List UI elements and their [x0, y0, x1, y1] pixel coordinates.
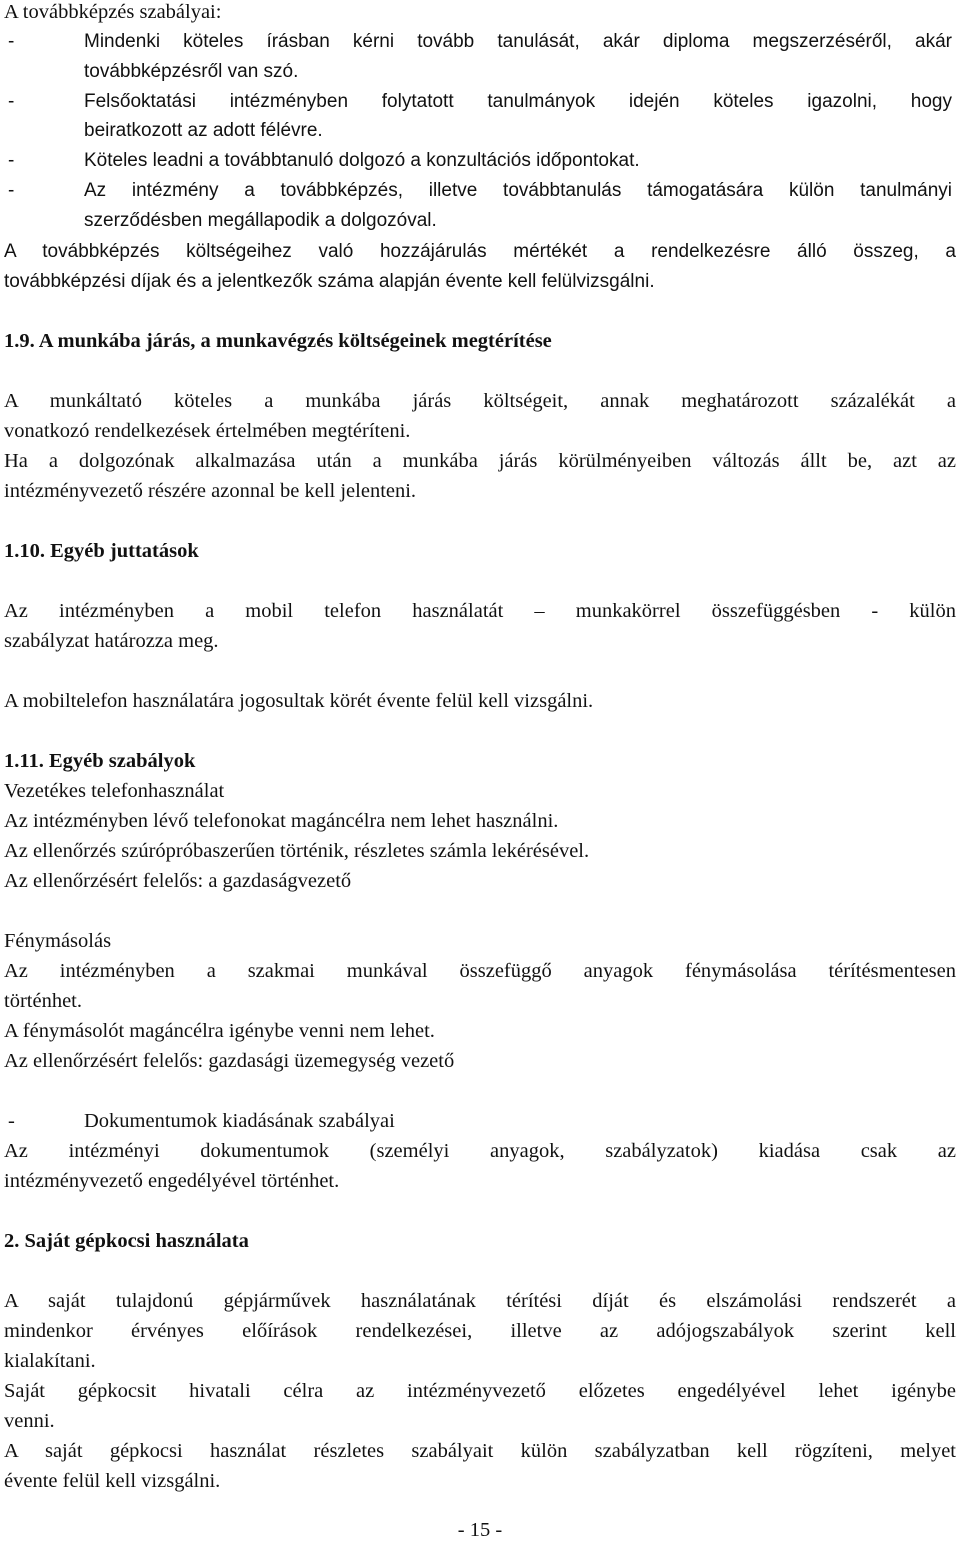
paragraph-line: Az ellenőrzésért felelős: a gazdaságvezető [4, 870, 352, 892]
bullet-continuation [4, 57, 956, 87]
bullet-text: szerződésben megállapodik a dolgozóval. [84, 210, 437, 231]
paragraph-line: A saját gépkocsi használat részletes szabályait külön szabályzatban kell rögzíteni, melyet [4, 1440, 956, 1462]
bullet-item [4, 1106, 956, 1136]
bullet-item [4, 87, 956, 117]
bullet-dash: - [8, 1110, 15, 1132]
paragraph-line: intézményvezető engedélyével történhet. [4, 1170, 340, 1192]
section-intro-line: A továbbképzés szabályai: [4, 1, 222, 23]
paragraph-line: A saját tulajdonú gépjárművek használatának térítési díját és elszámolási rendszerét a [4, 1290, 956, 1312]
bullet-text: Köteles leadni a továbbtanuló dolgozó a konzultációs időpontokat. [84, 150, 640, 171]
bullet-item [4, 27, 956, 57]
paragraph-line: A továbbképzés költségeihez való hozzájárulás mértékét a rendelkezésre álló összeg, a [4, 241, 956, 262]
bullet-text: Felsőoktatási intézményben folytatott tanulmányok idején köteles igazolni, hogy [84, 91, 952, 112]
subsection-label: Vezetékes telefonhasználat [4, 780, 225, 802]
paragraph-line: szabályzat határozza meg. [4, 630, 219, 652]
paragraph-line: intézményvezető részére azonnal be kell jelenteni. [4, 480, 417, 502]
section-heading: 1.9. A munkába járás, a munkavégzés költségeinek megtérítése [4, 330, 552, 352]
paragraph-line: A mobiltelefon használatára jogosultak körét évente felül kell vizsgálni. [4, 690, 594, 712]
bullet-item [4, 176, 956, 206]
paragraph-line: Az ellenőrzésért felelős: gazdasági üzemegység vezető [4, 1050, 455, 1072]
bullet-continuation [4, 206, 956, 236]
paragraph-line: Saját gépkocsit hivatali célra az intézményvezető előzetes engedélyével lehet igénybe [4, 1380, 956, 1402]
paragraph-line: továbbképzési díjak és a jelentkezők száma alapján évente kell felülvizsgálni. [4, 271, 655, 292]
bullet-dash: - [8, 150, 15, 171]
paragraph-line: Az intézményben lévő telefonokat magáncélra nem lehet használni. [4, 810, 559, 832]
section-heading: 1.11. Egyéb szabályok [4, 750, 196, 772]
paragraph-line: vonatkozó rendelkezések értelmében megtéríteni. [4, 420, 411, 442]
section-heading: 1.10. Egyéb juttatások [4, 540, 199, 562]
paragraph-line: venni. [4, 1410, 55, 1432]
page-number: - 15 - [457, 1519, 503, 1541]
bullet-text: beiratkozott az adott félévre. [84, 120, 323, 141]
paragraph-line: A munkáltató köteles a munkába járás költségeit, annak meghatározott százalékát a [4, 390, 956, 412]
paragraph-line: Az intézményben a mobil telefon használatát – munkakörrel összefüggésben - külön [4, 600, 956, 622]
paragraph-line: Az intézményi dokumentumok (személyi anyagok, szabályzatok) kiadása csak az [4, 1140, 956, 1162]
bullet-dash: - [8, 180, 15, 201]
paragraph-line: Az intézményben a szakmai munkával összefüggő anyagok fénymásolása térítésmentesen [4, 960, 956, 982]
bullet-text: Mindenki köteles írásban kérni tovább tanulását, akár diploma megszerzéséről, akár [84, 31, 952, 52]
subsection-label: Fénymásolás [4, 930, 112, 952]
bullet-text: Az intézmény a továbbképzés, illetve továbbtanulás támogatására külön tanulmányi [84, 180, 952, 201]
bullet-dash: - [8, 31, 15, 52]
bullet-text: Dokumentumok kiadásának szabályai [84, 1110, 395, 1132]
bullet-dash: - [8, 91, 15, 112]
bullet-item [4, 146, 956, 176]
paragraph-line: mindenkor érvényes előírások rendelkezései, illetve az adójogszabályok szerint kell [4, 1320, 956, 1342]
bullet-text: továbbképzésről van szó. [84, 61, 299, 82]
paragraph-line: történhet. [4, 990, 82, 1012]
paragraph-line: A fénymásolót magáncélra igénybe venni nem lehet. [4, 1020, 435, 1042]
paragraph-line: kialakítani. [4, 1350, 96, 1372]
paragraph-line: évente felül kell vizsgálni. [4, 1470, 221, 1492]
section-heading: 2. Saját gépkocsi használata [4, 1230, 249, 1252]
paragraph-line: Ha a dolgozónak alkalmazása után a munkába járás körülményeiben változás állt be, azt az [4, 450, 956, 472]
paragraph-line: Az ellenőrzés szúrópróbaszerűen történik, részletes számla lekérésével. [4, 840, 590, 862]
bullet-continuation [4, 116, 956, 146]
